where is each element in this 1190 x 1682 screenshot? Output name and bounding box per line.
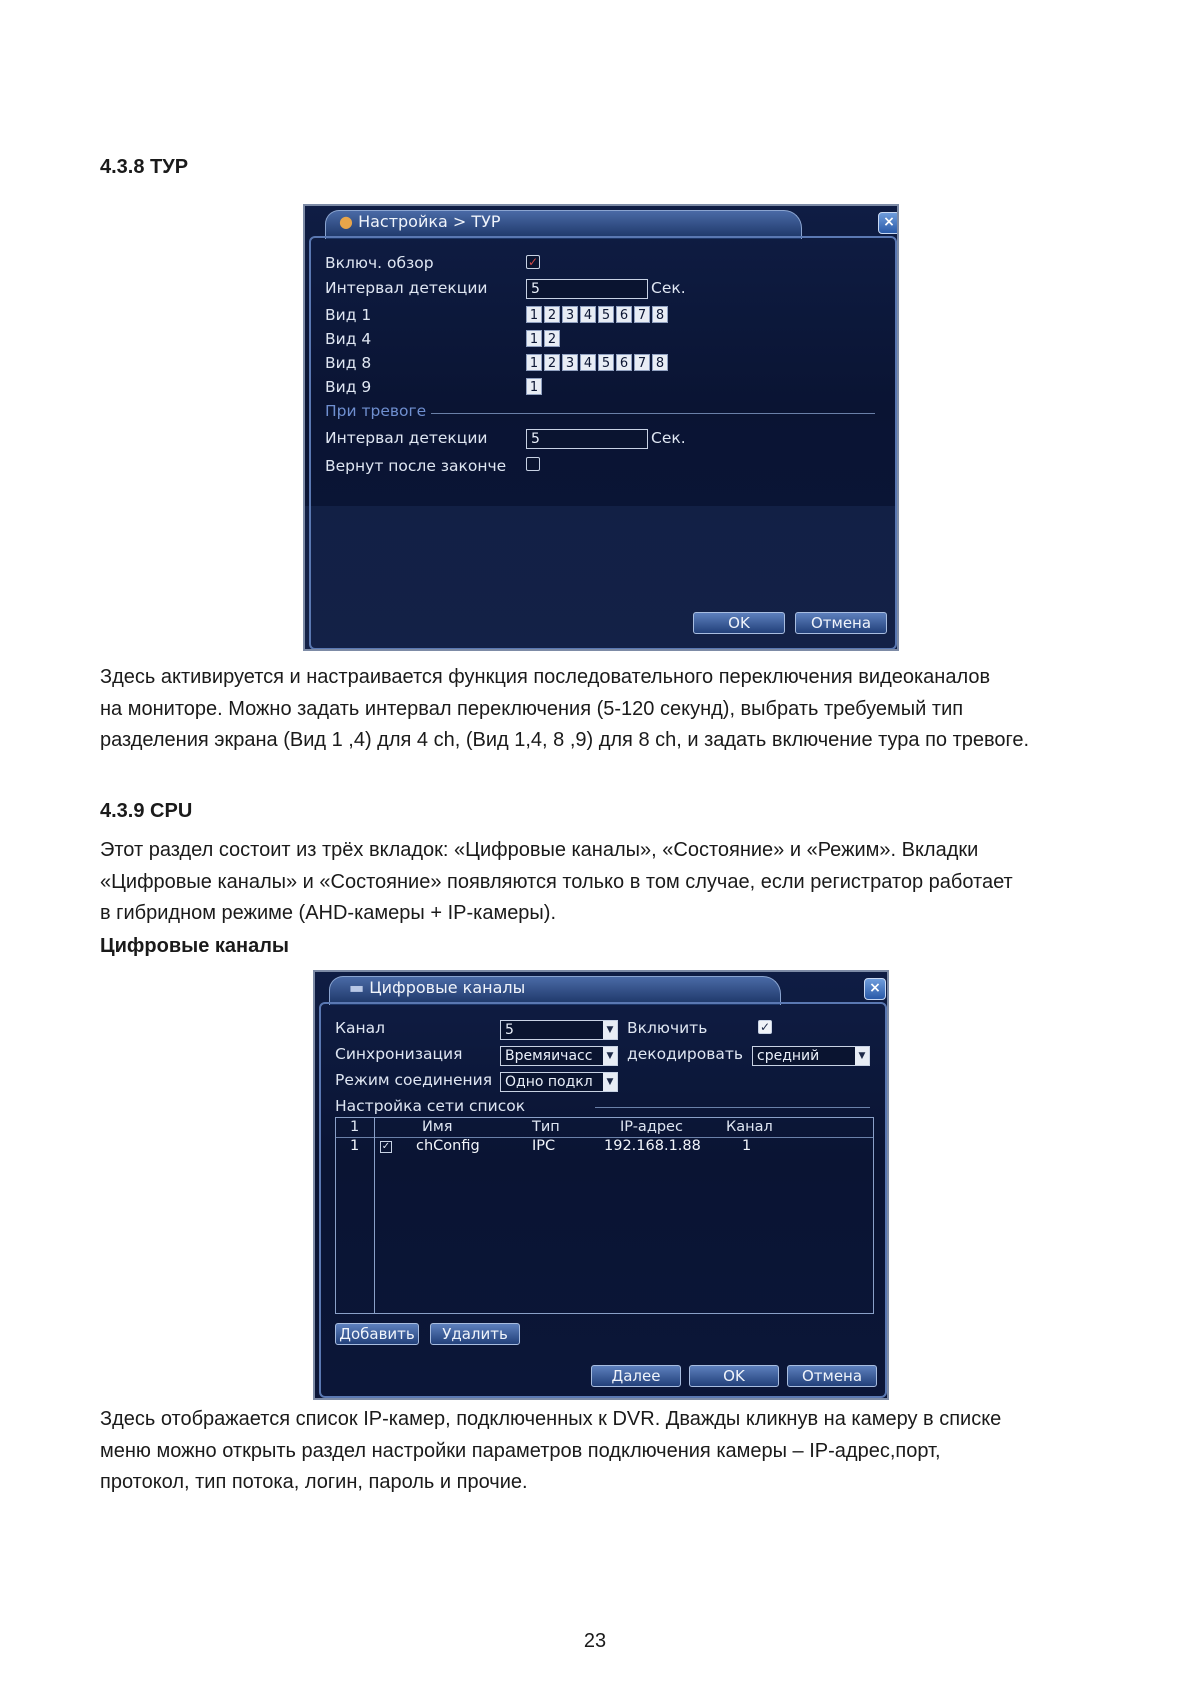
- view8-channel-button[interactable]: 2: [544, 354, 560, 371]
- tour-description-line: на мониторе. Можно задать интервал переключения (5-120 секунд), выбрать требуемый тип: [100, 697, 964, 720]
- section-heading-cpu: 4.3.9 CPU: [100, 800, 193, 822]
- chevron-down-icon: ▼: [603, 1073, 617, 1091]
- channel-select-value: 5: [505, 1022, 514, 1038]
- view4-label: Вид 4: [325, 330, 372, 348]
- return-after-checkbox[interactable]: [526, 457, 540, 471]
- alarm-interval-label: Интервал детекции: [325, 429, 488, 447]
- camera-icon: ▬: [349, 978, 365, 997]
- tour-description-line: Здесь активируется и настраивается функция последовательного переключения видеоканалов: [100, 666, 991, 688]
- view1-channel-button[interactable]: 5: [598, 306, 614, 323]
- view4-channel-buttons: [526, 330, 560, 347]
- view8-channel-button[interactable]: 4: [580, 354, 596, 371]
- interval-input[interactable]: 5: [526, 279, 648, 299]
- enable-label: Включить: [627, 1019, 708, 1037]
- column-header-name: Имя: [422, 1119, 453, 1135]
- alarm-interval-unit: Сек.: [651, 429, 686, 447]
- dialog-title: Настройка > ТУР: [358, 212, 501, 231]
- tour-settings-dialog: [303, 204, 899, 651]
- ok-button[interactable]: OK: [689, 1365, 779, 1387]
- column-header-ip: IP-адрес: [620, 1119, 683, 1135]
- cpu-intro-line: Этот раздел состоит из трёх вкладок: «Цифровые каналы», «Состояние» и «Режим». Вкладки: [100, 839, 979, 861]
- tour-description: [100, 662, 1110, 757]
- interval-label: Интервал детекции: [325, 279, 488, 297]
- settings-gear-icon: ●: [339, 212, 353, 231]
- cpu-description-line: меню можно открыть раздел настройки параметров подключения камеры – IP-адрес,порт,: [100, 1439, 941, 1462]
- cpu-description-line: протокол, тип потока, логин, пароль и прочие.: [100, 1471, 528, 1493]
- view1-channel-button[interactable]: 6: [616, 306, 632, 323]
- view8-channel-button[interactable]: 8: [652, 354, 668, 371]
- row-ip: 192.168.1.88: [604, 1138, 701, 1154]
- alarm-section-divider: [431, 413, 875, 414]
- view8-channel-buttons: [526, 354, 668, 371]
- row-name: chConfig: [416, 1138, 480, 1154]
- view1-channel-button[interactable]: 8: [652, 306, 668, 323]
- view8-channel-button[interactable]: 3: [562, 354, 578, 371]
- page-number: 23: [583, 1630, 607, 1652]
- decode-select-value: средний: [757, 1048, 820, 1064]
- channel-label: Канал: [335, 1019, 386, 1037]
- view8-channel-button[interactable]: 1: [526, 354, 542, 371]
- close-icon[interactable]: ×: [878, 212, 899, 234]
- row-checkbox[interactable]: ✓: [381, 1141, 391, 1152]
- digital-channels-dialog: [313, 970, 889, 1400]
- enable-tour-label: Включ. обзор: [325, 254, 434, 272]
- network-list-divider: [595, 1107, 870, 1108]
- view8-channel-button[interactable]: 7: [634, 354, 650, 371]
- cpu-intro: [100, 835, 1110, 930]
- cpu-description: [100, 1404, 1110, 1499]
- alarm-interval-input[interactable]: 5: [526, 429, 648, 449]
- row-type: IPC: [532, 1138, 556, 1154]
- ok-button[interactable]: OK: [693, 612, 785, 634]
- table-column-divider: [374, 1118, 375, 1313]
- view9-label: Вид 9: [325, 378, 372, 396]
- view9-channel-buttons: [526, 378, 542, 395]
- sync-label: Синхронизация: [335, 1045, 463, 1063]
- cpu-description-line: Здесь отображается список IP-камер, подключенных к DVR. Дважды кликнув на камеру в списке: [100, 1408, 1002, 1430]
- chevron-down-icon: ▼: [603, 1047, 617, 1065]
- connection-mode-select[interactable]: [500, 1072, 618, 1092]
- section-heading-tour: 4.3.8 ТУР: [100, 156, 189, 178]
- view1-label: Вид 1: [325, 306, 372, 324]
- return-after-label: Вернут после законче: [325, 457, 507, 475]
- enable-tour-checkbox[interactable]: ✓: [527, 255, 539, 269]
- network-list-label: Настройка сети список: [335, 1097, 526, 1115]
- tour-description-line: разделения экрана (Вид 1 ,4) для 4 ch, (Вид 1,4, 8 ,9) для 8 ch, и задать включение тура по тревоге.: [100, 729, 1030, 751]
- chevron-down-icon: ▼: [855, 1047, 869, 1065]
- alarm-section-label: При тревоге: [325, 402, 427, 420]
- delete-button[interactable]: Удалить: [430, 1323, 520, 1345]
- column-header-number: 1: [350, 1119, 360, 1135]
- add-button[interactable]: Добавить: [335, 1323, 419, 1345]
- row-channel: 1: [742, 1138, 752, 1154]
- chevron-down-icon: ▼: [603, 1021, 617, 1039]
- view4-channel-button[interactable]: 2: [544, 330, 560, 347]
- cancel-button[interactable]: Отмена: [787, 1365, 877, 1387]
- next-button[interactable]: Далее: [591, 1365, 681, 1387]
- enable-checkbox[interactable]: ✓: [759, 1020, 771, 1034]
- cpu-intro-line: «Цифровые каналы» и «Состояние» появляются только в том случае, если регистратор работает: [100, 870, 1013, 893]
- column-header-type: Тип: [532, 1119, 560, 1135]
- row-number: 1: [350, 1138, 360, 1154]
- view1-channel-button[interactable]: 7: [634, 306, 650, 323]
- sync-select-value: Времяичасс: [505, 1048, 593, 1064]
- view9-channel-button[interactable]: 1: [526, 378, 542, 395]
- sync-select[interactable]: [500, 1046, 618, 1066]
- decode-select[interactable]: [752, 1046, 870, 1066]
- digital-channels-subheading: Цифровые каналы: [100, 935, 290, 957]
- connection-mode-label: Режим соединения: [335, 1071, 493, 1089]
- cpu-intro-line: в гибридном режиме (AHD-камеры + IP-камеры).: [100, 902, 557, 924]
- view1-channel-button[interactable]: 3: [562, 306, 578, 323]
- decode-label: декодировать: [627, 1045, 744, 1063]
- channel-select[interactable]: [500, 1020, 618, 1040]
- view1-channel-button[interactable]: 2: [544, 306, 560, 323]
- view8-label: Вид 8: [325, 354, 372, 372]
- connection-mode-value: Одно подкл: [505, 1074, 593, 1090]
- column-header-channel: Канал: [726, 1119, 773, 1135]
- view1-channel-button[interactable]: 1: [526, 306, 542, 323]
- view8-channel-button[interactable]: 6: [616, 354, 632, 371]
- ip-camera-table: [335, 1117, 874, 1314]
- close-icon[interactable]: ×: [864, 978, 886, 1000]
- dialog-title: Цифровые каналы: [369, 978, 526, 997]
- interval-unit: Сек.: [651, 279, 686, 297]
- view1-channel-button[interactable]: 4: [580, 306, 596, 323]
- cancel-button[interactable]: Отмена: [795, 612, 887, 634]
- view4-channel-button[interactable]: 1: [526, 330, 542, 347]
- view8-channel-button[interactable]: 5: [598, 354, 614, 371]
- view1-channel-buttons: [526, 306, 668, 323]
